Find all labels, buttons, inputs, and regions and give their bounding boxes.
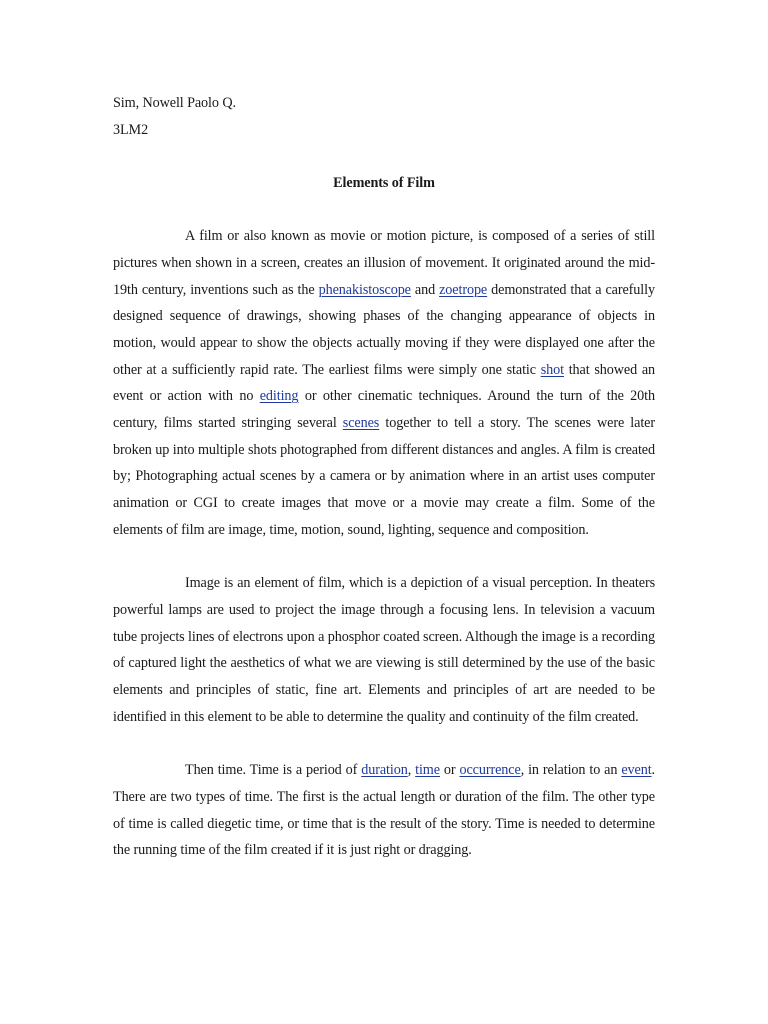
document-body (113, 90, 655, 864)
link-editing[interactable]: editing (259, 388, 299, 405)
link-zoetrope[interactable]: zoetrope (439, 281, 488, 298)
paragraph-text: A film or also known as movie or motion picture, is composed of a series of still pictures when shown in a screen, creates an illusion of movement. It originated around the mid-19th century, inventions such as the (113, 228, 655, 298)
link-occurrence[interactable]: occurrence (459, 762, 521, 779)
paragraph-text: , in relation to an (520, 762, 622, 779)
paragraph-text: demonstrated that a carefully designed sequence of drawings, showing phases of the changing appearance of objects in motion, would appear to show the objects actually moving if they were displayed one after the other at a sufficiently rapid rate. The earliest films were simply one static (113, 281, 655, 378)
link-phenakistoscope[interactable]: phenakistoscope (318, 281, 411, 298)
author-section: 3LM2 (113, 121, 149, 138)
paragraph-time (113, 757, 655, 864)
document-title: Elements of Film (333, 175, 435, 192)
paragraph-text: that showed an event or action with no (113, 361, 656, 405)
link-event[interactable]: event (621, 762, 652, 779)
link-shot[interactable]: shot (540, 361, 564, 378)
paragraph-intro (113, 223, 655, 543)
link-time[interactable]: time (415, 762, 440, 779)
author-name: Sim, Nowell Paolo Q. (113, 95, 236, 111)
paragraph-text: Then time. Time is a period of (185, 762, 362, 779)
paragraph-text: . There are two types of time. The first is the actual length or duration of the film. The other type of time is called diegetic time, or time that is the result of the story. Time is needed to determine the running time of the film created if it is just right or dragging. (113, 762, 655, 859)
link-scenes[interactable]: scenes (342, 415, 380, 432)
paragraph-image: Image is an element of film, which is a depiction of a visual perception. In theaters powerful lamps are used to project the image through a focusing lens. In television a vacuum tube projects lines of electrons upon a phosphor coated screen. Although the image is a recording of captured light the aesthetics of what we are viewing is still determined by the use of the basic elements and principles of static, fine art. Elements and principles of art are needed to be identified in this element to be able to determine the quality and continuity of the film created. (113, 575, 655, 725)
paragraph-text: or other cinematic techniques. Around the turn of the 20th century, films started stringing several (113, 388, 655, 432)
paragraph-spacer (113, 730, 655, 757)
paragraph-text: or (439, 762, 460, 779)
paragraph-text: , (407, 762, 416, 779)
paragraph-text: together to tell a story. The scenes were later broken up into multiple shots photographed from different distances and angles. A film is created by; Photographing actual scenes by a camera or by animation where in an artist uses computer animation or CGI to create images that move or a movie may create a film. Some of the elements of film are image, time, motion, sound, lighting, sequence and composition. (113, 415, 655, 538)
link-duration[interactable]: duration (361, 762, 408, 779)
paragraph-text: and (410, 281, 440, 298)
paragraph-spacer (113, 544, 655, 571)
